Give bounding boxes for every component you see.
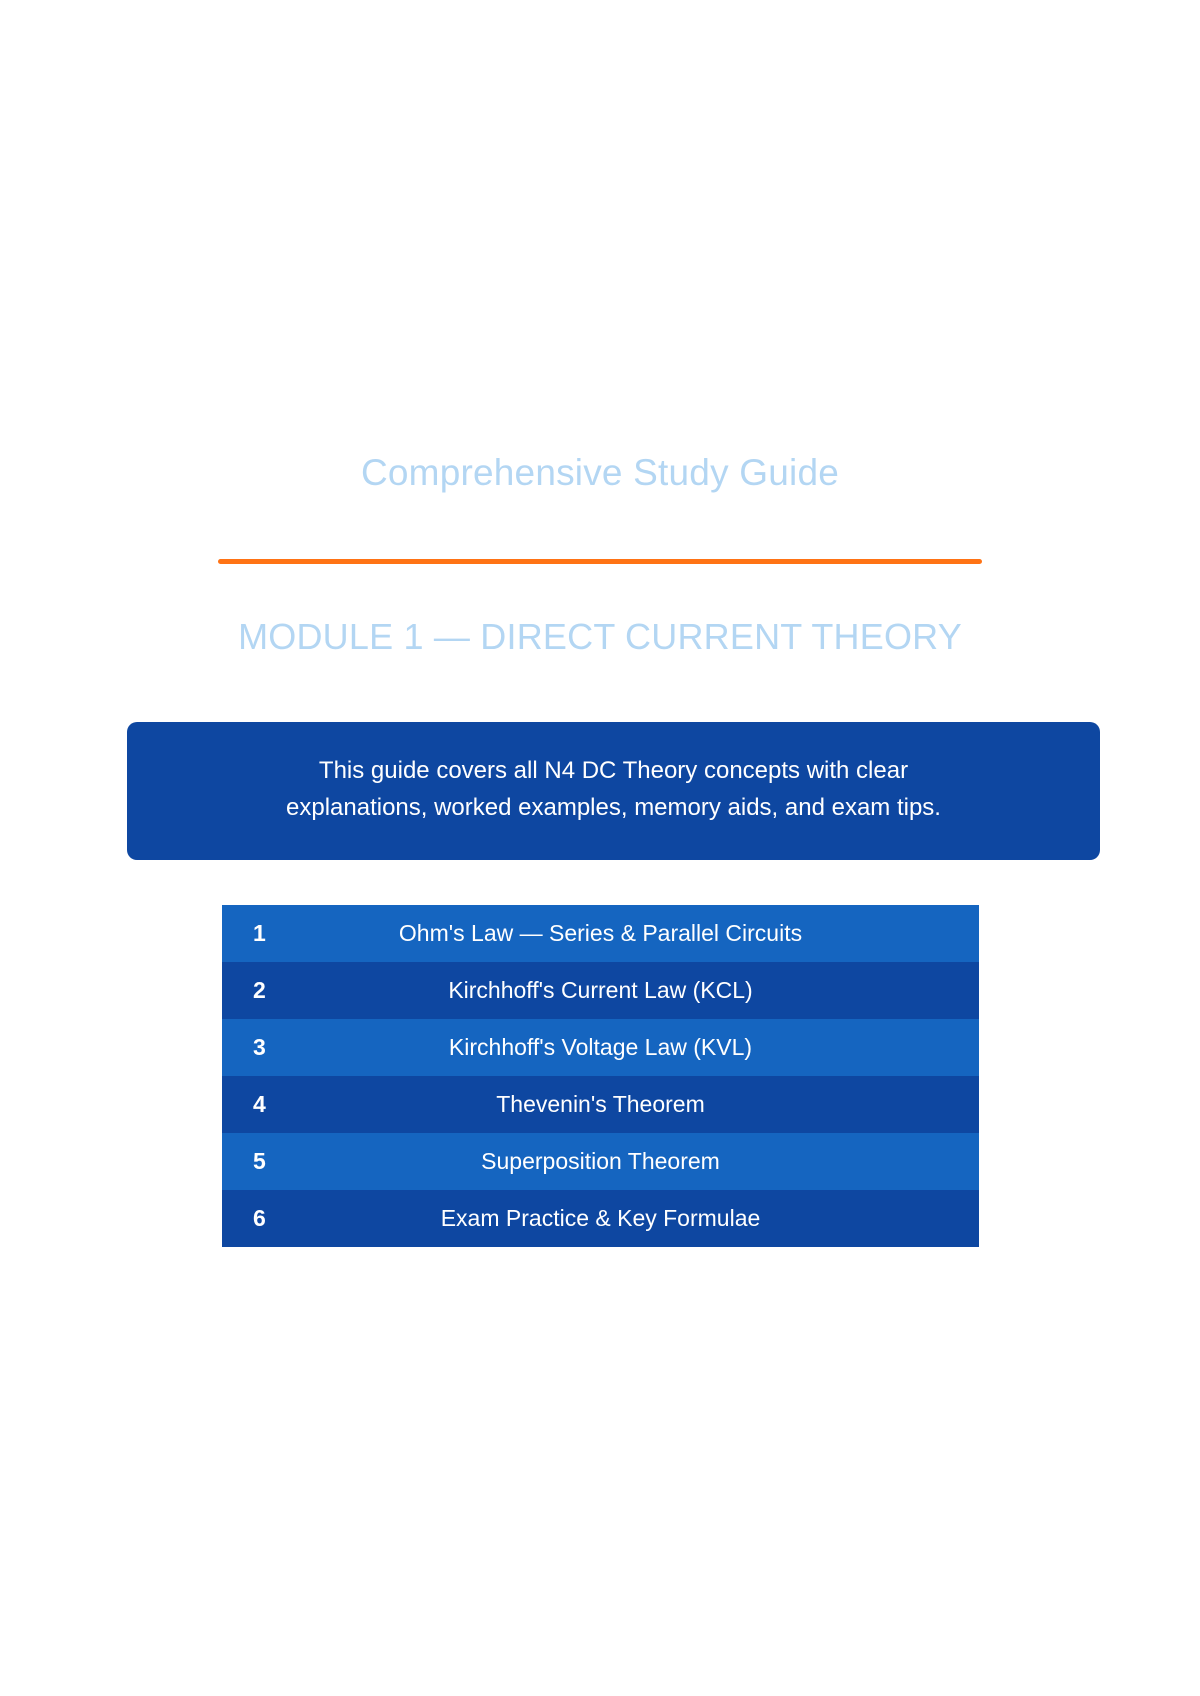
- toc-number: 5: [253, 1148, 266, 1174]
- toc-number: 2: [253, 977, 266, 1003]
- intro-line-1: This guide covers all N4 DC Theory concepts with clear: [318, 757, 909, 784]
- toc-row: [222, 1133, 979, 1190]
- module-title: MODULE 1 — DIRECT CURRENT THEORY: [238, 616, 962, 657]
- toc-label: Superposition Theorem: [481, 1148, 720, 1174]
- guide-subtitle: Comprehensive Study Guide: [360, 452, 840, 493]
- toc-row: [222, 1019, 979, 1076]
- toc-number: 6: [253, 1205, 266, 1231]
- orange-divider: [218, 559, 982, 564]
- intro-line-2: explanations, worked examples, memory aids, and exam tips.: [286, 794, 941, 821]
- toc-label: Thevenin's Theorem: [496, 1091, 705, 1117]
- toc-label: Kirchhoff's Voltage Law (KVL): [448, 1034, 753, 1060]
- toc-row: [222, 1076, 979, 1133]
- toc-row: [222, 962, 979, 1019]
- table-of-contents: [222, 905, 979, 1247]
- intro-box: [127, 722, 1100, 860]
- toc-label: Exam Practice & Key Formulae: [440, 1205, 761, 1231]
- toc-number: 1: [253, 920, 266, 946]
- toc-label: Kirchhoff's Current Law (KCL): [448, 977, 753, 1003]
- toc-row: [222, 905, 979, 962]
- toc-label: Ohm's Law — Series & Parallel Circuits: [398, 920, 803, 946]
- toc-number: 4: [253, 1091, 266, 1117]
- toc-row: [222, 1190, 979, 1247]
- toc-number: 3: [253, 1034, 266, 1060]
